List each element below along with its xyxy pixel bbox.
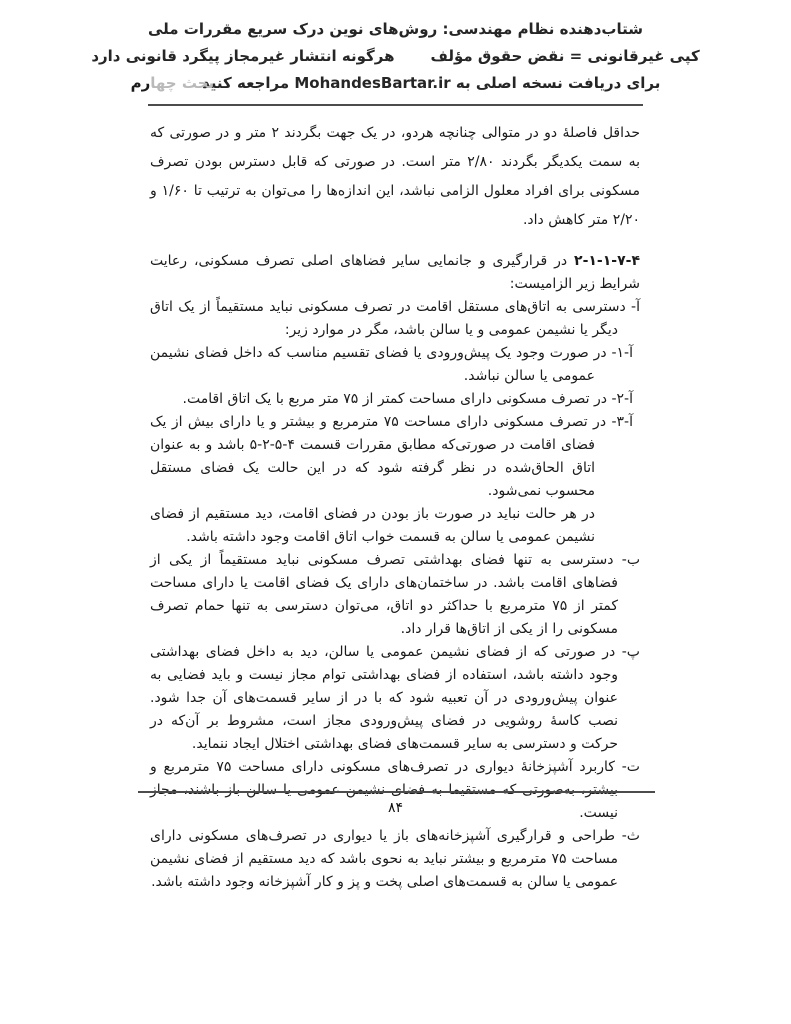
source-site-line: [0, 70, 791, 97]
header-divider: [148, 104, 643, 106]
list-item: آ-۱- در صورت وجود یک پیش‌ورودی یا فضای تقسیم مناسب که داخل فضای نشیمن عمومی یا سالن نباشد.: [150, 345, 633, 384]
copyright-warning-line: [0, 43, 791, 70]
list-item: در هر حالت نباید در صورت باز بودن در فضای اقامت، دید مستقیم از فضای نشیمن عمومی یا سالن به قسمت خواب اتاق اقامت وجود داشته باشد.: [150, 506, 595, 545]
section-heading: ۴-۷-۱-۱-۲ در قرارگیری و جانمایی سایر فضاهای اصلی تصرف مسکونی، رعایت شرایط زیر الزامیست:: [150, 253, 640, 292]
footer-divider: [138, 791, 655, 793]
document-body: [150, 119, 640, 894]
chapter-watermark-bold: رم: [130, 74, 151, 92]
list-item: آ-۳- در تصرف مسکونی دارای مساحت ۷۵ مترمربع و بیشتر و یا دارای بیش از یک فضای اقامت در صورتی‌که مطابق مقررات قسمت ۴‏-۵‏-۲‏-۵ باشد و به عنوان اتاق الحاق‌شده در نظر گرفته شود که در این حالت یک فضای مستقل محسوب نمی‌شود.: [150, 414, 633, 499]
paragraph: حداقل فاصلهٔ دو در متوالی چنانچه هردو، در یک جهت بگردند ۲ متر و در صورتی که به سمت یکدیگر بگردند ۲/۸۰ متر است. در صورتی که قابل دسترس بودن تصرف مسکونی برای افراد معلول الزامی نباشد، این اندازه‌ها را می‌توان به ترتیب تا ۱/۶۰ و ۲/۲۰ متر کاهش داد.: [150, 125, 640, 228]
page-number: ۸۴: [387, 800, 404, 816]
chapter-watermark-faint: بحث چها: [150, 74, 215, 92]
list-item: ت- کاربرد آشپزخانهٔ دیواری در تصرف‌های مسکونی دارای مساحت ۷۵ مترمربع و بیشتر، به‌صورتی که مستقیما به فضای نشیمن عمومی یا سالن باز باشند، مجاز نیست.: [150, 759, 640, 821]
piracy-warning: هرگونه انتشار غیرمجاز پیگرد قانونی دارد: [91, 47, 395, 65]
header-tagline: شتاب‌دهنده نظام مهندسی: روش‌های نوین درک سریع مقررات ملی: [148, 20, 643, 38]
page-footer: [0, 791, 791, 816]
list-item: پ- در صورتی که از فضای نشیمن عمومی یا سالن، دید به داخل فضای بهداشتی وجود داشته باشد، استفاده از فضای بهداشتی توام مجاز نیست و باید فضایی به عنوان پیش‌ورودی در آن تعبیه شود که با در از سایر قسمت‌های آن جدا شود. نصب کاسهٔ روشویی در فضای پیش‌ورودی مجاز است، مشروط بر آن‌که در حرکت و دسترسی به سایر قسمت‌های فضای بهداشتی اختلال ایجاد ننماید.: [150, 644, 640, 752]
list-item: آ- دسترسی به اتاق‌های مستقل اقامت در تصرف مسکونی نباید مستقیماً از یک اتاق دیگر یا نشیمن عمومی و یا سالن باشد، مگر در موارد زیر:: [150, 299, 640, 338]
page-header: [0, 0, 791, 97]
site-notice: برای دریافت نسخه اصلی به MohandesBartar.ir مراجعه کنید: [202, 74, 661, 92]
list-item: آ-۲- در تصرف مسکونی دارای مساحت کمتر از ۷۵ متر مربع با یک اتاق اقامت.: [182, 391, 633, 407]
section-number: ۴-۷-۱-۱-۲: [574, 253, 640, 269]
copyright-notice: کپی غیرقانونی = نقض حقوق مؤلف: [430, 47, 700, 65]
list-item: ث- طراحی و قرارگیری آشپزخانه‌های باز یا دیواری در تصرف‌های مسکونی دارای مساحت ۷۵ مترمربع و بیشتر نباید به نحوی باشد که دید مستقیم از فضای نشیمن عمومی یا سالن به قسمت‌های اصلی پخت و پز و کار آشپزخانه وجود داشته باشد.: [150, 828, 640, 890]
list-item: ب- دسترسی به تنها فضای بهداشتی تصرف مسکونی نباید مستقیماً از یکی از فضاهای اقامت باشد. در ساختمان‌های دارای یک فضای اقامت یا دارای مساحت کمتر از ۷۵ مترمربع با حداکثر دو اتاق، می‌توان دسترسی به تنها حمام تصرف مسکونی را از یکی از اتاق‌ها قرار داد.: [150, 552, 640, 637]
